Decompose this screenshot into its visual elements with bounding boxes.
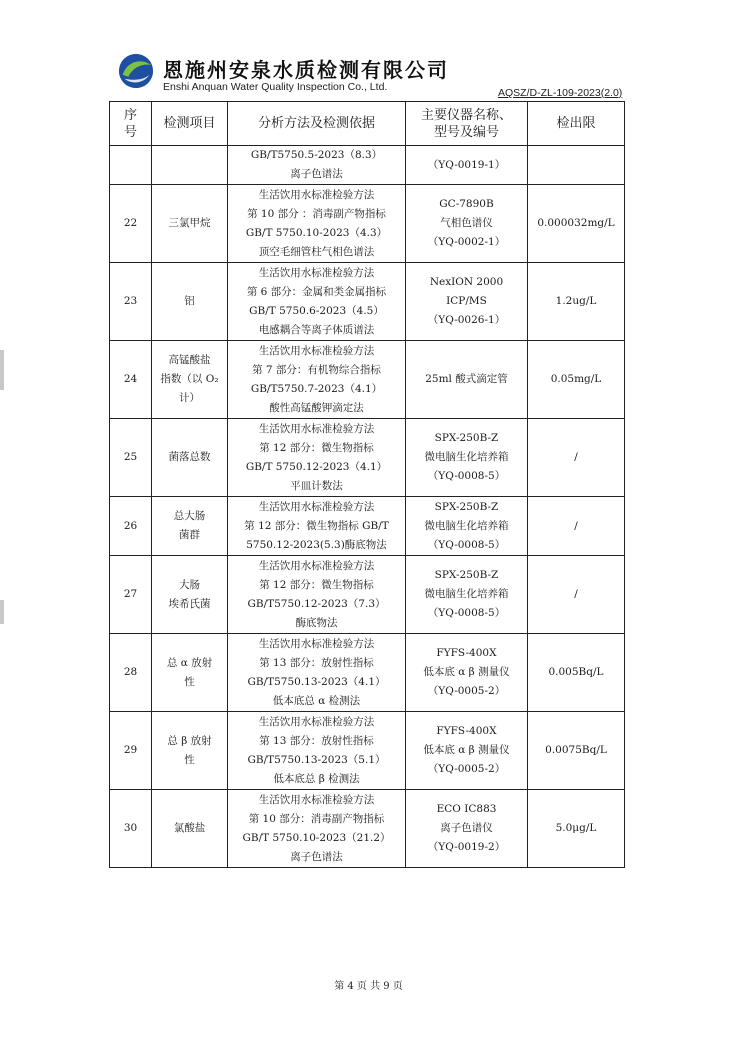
- cell-method: [228, 263, 406, 341]
- cell-line: SPX-250B-Z: [434, 432, 499, 444]
- cell-item: [152, 185, 228, 263]
- cell-line: （YQ-0008-5）: [427, 607, 506, 619]
- cell-line: 氯酸盐: [173, 822, 206, 834]
- cell-line: 生活饮用水标准检验方法: [258, 344, 375, 357]
- table-row: [110, 419, 625, 497]
- cell-seq: 26: [110, 497, 152, 556]
- table-row: [110, 634, 625, 712]
- cell-line: 大肠: [179, 578, 200, 591]
- cell-line: 生活饮用水标准检验方法: [258, 422, 375, 435]
- cell-line: 离子色谱仪: [440, 822, 493, 834]
- cell-limit: [528, 146, 625, 185]
- cell-method: [228, 341, 406, 419]
- cell-line: 生活饮用水标准检验方法: [258, 266, 375, 279]
- cell-line: GB/T 5750.10-2023（21.2）: [242, 831, 391, 844]
- cell-method: [228, 556, 406, 634]
- cell-line: （YQ-0026-1）: [427, 314, 506, 326]
- cell-seq: 24: [110, 341, 152, 419]
- document-number: AQSZ/D-ZL-109-2023(2.0): [498, 87, 623, 99]
- cell-line: 气相色谱仪: [440, 217, 493, 229]
- cell-method: [228, 634, 406, 712]
- cell-limit: /: [528, 556, 625, 634]
- table-header-row: [110, 102, 625, 146]
- cell-limit: 5.0μg/L: [528, 790, 625, 868]
- cell-line: 生活饮用水标准检验方法: [258, 559, 375, 572]
- cell-line: 微电脑生化培养箱: [424, 519, 509, 532]
- cell-line: 离子色谱法: [290, 850, 343, 863]
- cell-limit: 0.0075Bq/L: [528, 712, 625, 790]
- cell-line: GB/T 5750.10-2023（4.3）: [245, 226, 388, 239]
- header-method: 分析方法及检测依据: [228, 102, 406, 146]
- cell-line: 酸性高锰酸钾滴定法: [269, 401, 364, 414]
- cell-seq: 23: [110, 263, 152, 341]
- cell-item: [152, 341, 228, 419]
- company-name-cn: 恩施州安泉水质检测有限公司: [163, 58, 449, 82]
- cell-line: 高锰酸盐: [168, 354, 211, 366]
- cell-line: 离子色谱法: [290, 168, 343, 180]
- scan-artifact: [0, 350, 4, 390]
- cell-line: FYFS-400X: [436, 725, 497, 737]
- cell-line: 菌群: [179, 529, 200, 541]
- cell-line: 25ml 酸式滴定管: [425, 373, 508, 385]
- cell-line: 总 α 放射: [166, 656, 213, 669]
- cell-line: 第 6 部分：金属和类金属指标: [246, 285, 387, 298]
- cell-method: [228, 790, 406, 868]
- cell-line: 酶底物法: [295, 616, 338, 629]
- cell-item: [152, 419, 228, 497]
- table-row: [110, 263, 625, 341]
- water-drop-logo-icon: [117, 52, 155, 90]
- cell-seq: 25: [110, 419, 152, 497]
- cell-line: （YQ-0005-2）: [427, 685, 506, 697]
- cell-line: GC-7890B: [439, 198, 494, 210]
- header-instrument: 主要仪器名称、型号及编号: [406, 102, 528, 146]
- cell-line: 三氯甲烷: [168, 217, 211, 229]
- table-row: [110, 146, 625, 185]
- header-item: 检测项目: [152, 102, 228, 146]
- cell-line: 5750.12-2023(5.3)酶底物法: [246, 538, 387, 551]
- cell-seq: 28: [110, 634, 152, 712]
- cell-line: （YQ-0008-5）: [427, 470, 506, 482]
- cell-item: [152, 790, 228, 868]
- table-row: [110, 497, 625, 556]
- scan-artifact: [0, 600, 4, 624]
- cell-line: 低本底总 α 检测法: [272, 694, 361, 707]
- page-footer: 第 4 页 共 9 页: [334, 981, 403, 992]
- cell-line: 低本底 α β 测量仪: [423, 666, 510, 678]
- cell-line: （YQ-0019-1）: [427, 158, 506, 171]
- cell-limit: 0.000032mg/L: [528, 185, 625, 263]
- cell-instrument: [406, 634, 528, 712]
- cell-method: [228, 497, 406, 556]
- cell-line: GB/T5750.13-2023（4.1）: [247, 675, 386, 688]
- cell-line: 性: [184, 753, 195, 766]
- cell-item: [152, 263, 228, 341]
- cell-instrument: [406, 790, 528, 868]
- cell-line: 第 12 部分：微生物指标: [259, 578, 374, 591]
- cell-limit: 0.005Bq/L: [528, 634, 625, 712]
- cell-line: ICP/MS: [446, 295, 487, 307]
- cell-line: 菌落总数: [168, 451, 211, 463]
- cell-seq: 30: [110, 790, 152, 868]
- cell-line: 生活饮用水标准检验方法: [258, 500, 375, 513]
- cell-line: 总 β 放射: [167, 734, 212, 747]
- cell-line: 平皿计数法: [290, 479, 343, 492]
- cell-line: 第 12 部分：微生物指标 GB/T: [244, 519, 389, 532]
- cell-line: SPX-250B-Z: [434, 569, 499, 581]
- table-row: [110, 185, 625, 263]
- cell-line: GB/T5750.5-2023（8.3）: [250, 149, 383, 161]
- cell-line: NexION 2000: [429, 276, 504, 288]
- cell-instrument: [406, 712, 528, 790]
- cell-line: FYFS-400X: [436, 647, 497, 659]
- cell-line: 第 13 部分：放射性指标: [259, 656, 374, 669]
- cell-instrument: [406, 419, 528, 497]
- cell-line: 铝: [184, 295, 195, 307]
- cell-line: 总大肠: [173, 510, 206, 522]
- cell-method: [228, 185, 406, 263]
- cell-seq: 22: [110, 185, 152, 263]
- header-limit: 检出限: [528, 102, 625, 146]
- cell-seq: 27: [110, 556, 152, 634]
- cell-line: GB/T 5750.12-2023（4.1）: [245, 460, 388, 473]
- cell-line: GB/T5750.12-2023（7.3）: [247, 597, 386, 610]
- cell-instrument: [406, 556, 528, 634]
- table-row: [110, 341, 625, 419]
- cell-method: [228, 419, 406, 497]
- inspection-methods-table: [109, 101, 625, 868]
- cell-method: [228, 146, 406, 185]
- cell-item: [152, 712, 228, 790]
- cell-item: [152, 146, 228, 185]
- cell-line: 第 7 部分：有机物综合指标: [252, 363, 381, 376]
- cell-line: SPX-250B-Z: [434, 500, 499, 513]
- cell-line: 顶空毛细管柱气相色谱法: [258, 245, 375, 258]
- cell-instrument: [406, 341, 528, 419]
- cell-seq: [110, 146, 152, 185]
- cell-instrument: [406, 146, 528, 185]
- cell-line: 第 10 部分：消毒副产物指标: [248, 812, 385, 825]
- cell-line: （YQ-0005-2）: [427, 763, 506, 775]
- cell-line: GB/T 5750.6-2023（4.5）: [249, 304, 384, 317]
- cell-line: （YQ-0008-5）: [427, 538, 506, 551]
- cell-instrument: [406, 185, 528, 263]
- cell-item: [152, 556, 228, 634]
- cell-line: 埃希氏菌: [168, 597, 211, 610]
- cell-line: （YQ-0002-1）: [427, 236, 506, 248]
- cell-instrument: [406, 263, 528, 341]
- cell-limit: 1.2ug/L: [528, 263, 625, 341]
- cell-item: [152, 497, 228, 556]
- cell-line: 电感耦合等离子体质谱法: [258, 323, 375, 336]
- cell-line: 第 12 部分：微生物指标: [259, 441, 374, 454]
- cell-line: （YQ-0019-2）: [427, 841, 506, 853]
- cell-line: ECO IC883: [436, 803, 497, 815]
- cell-line: 生活饮用水标准检验方法: [258, 793, 375, 806]
- cell-line: 第 10 部分 ：消毒副产物指标: [247, 207, 386, 220]
- table-row: [110, 790, 625, 868]
- cell-line: 微电脑生化培养箱: [424, 451, 509, 463]
- cell-limit: /: [528, 497, 625, 556]
- cell-line: 生活饮用水标准检验方法: [258, 188, 375, 201]
- cell-line: 微电脑生化培养箱: [424, 588, 509, 600]
- cell-line: 指数（以 O₂: [160, 373, 219, 385]
- cell-seq: 29: [110, 712, 152, 790]
- cell-instrument: [406, 497, 528, 556]
- cell-line: 生活饮用水标准检验方法: [258, 715, 375, 728]
- cell-method: [228, 712, 406, 790]
- cell-limit: /: [528, 419, 625, 497]
- cell-line: 生活饮用水标准检验方法: [258, 637, 375, 650]
- table-row: [110, 712, 625, 790]
- cell-line: 性: [184, 675, 195, 688]
- cell-line: 第 13 部分：放射性指标: [259, 734, 374, 747]
- table-row: [110, 556, 625, 634]
- header-seq: 序号: [110, 102, 152, 146]
- cell-limit: 0.05mg/L: [528, 341, 625, 419]
- cell-line: GB/T5750.13-2023（5.1）: [247, 753, 386, 766]
- cell-line: GB/T5750.7-2023（4.1）: [250, 382, 383, 395]
- cell-line: 计）: [179, 392, 200, 404]
- cell-line: 低本底 α β 测量仪: [423, 744, 510, 756]
- cell-line: 低本底总 β 检测法: [273, 772, 360, 785]
- cell-item: [152, 634, 228, 712]
- company-name-en: Enshi Anquan Water Quality Inspection Co., Ltd.: [163, 81, 388, 93]
